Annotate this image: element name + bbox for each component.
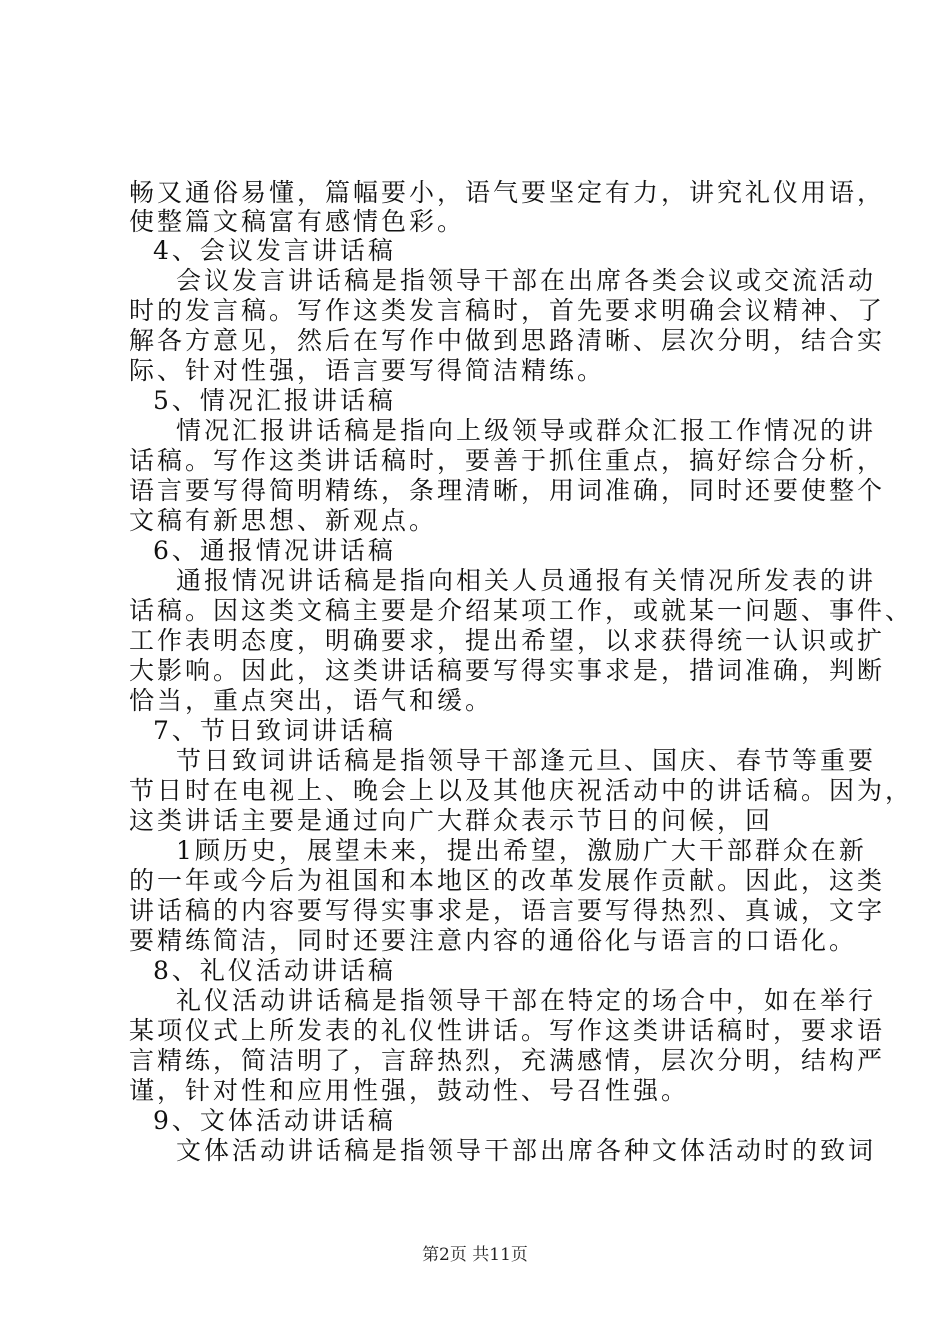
text-line: 解各方意见，然后在写作中做到思路清晰、层次分明，结合实	[129, 326, 886, 355]
text-line: 节日时在电视上、晚会上以及其他庆祝活动中的讲话稿。因为，	[129, 776, 914, 805]
text-line: 讲话稿的内容要写得实事求是，语言要写得热烈、真诚，文字	[129, 896, 886, 925]
text-line: 言精练，简洁明了，言辞热烈，充满感情，层次分明，结构严	[129, 1046, 886, 1075]
text-line: 语言要写得简明精练，条理清晰，用词准确，同时还要使整个	[129, 476, 886, 505]
text-line: 会议发言讲话稿是指领导干部在出席各类会议或交流活动	[176, 266, 877, 295]
section-heading: 5、情况汇报讲话稿	[153, 386, 396, 415]
section-heading: 6、通报情况讲话稿	[153, 536, 396, 565]
text-line: 话稿。写作这类讲话稿时，要善于抓住重点，搞好综合分析，	[129, 446, 886, 475]
text-line: 工作表明态度，明确要求，提出希望，以求获得统一认识或扩	[129, 626, 886, 655]
text-line: 文体活动讲话稿是指领导干部出席各种文体活动时的致词	[176, 1136, 877, 1165]
text-line: 这类讲话主要是通过向广大群众表示节日的问候，回	[129, 806, 774, 835]
section-heading: 9、文体活动讲话稿	[153, 1106, 396, 1135]
text-line: 1顾历史，展望未来，提出希望，激励广大干部群众在新	[176, 836, 867, 865]
text-line: 畅又通俗易懂，篇幅要小，语气要坚定有力，讲究礼仪用语，	[129, 178, 886, 207]
text-line: 际、针对性强，语言要写得简洁精练。	[129, 356, 606, 385]
section-heading: 4、会议发言讲话稿	[153, 236, 396, 265]
text-line: 大影响。因此，这类讲话稿要写得实事求是，措词准确，判断	[129, 656, 886, 685]
text-line: 某项仪式上所发表的礼仪性讲话。写作这类讲话稿时，要求语	[129, 1016, 886, 1045]
text-line: 谨，针对性和应用性强，鼓动性、号召性强。	[129, 1076, 690, 1105]
text-line: 使整篇文稿富有感情色彩。	[129, 207, 466, 236]
text-line: 话稿。因这类文稿主要是介绍某项工作，或就某一问题、事件、	[129, 596, 914, 625]
text-line: 时的发言稿。写作这类发言稿时，首先要求明确会议精神、了	[129, 296, 886, 325]
text-line: 通报情况讲话稿是指向相关人员通报有关情况所发表的讲	[176, 566, 877, 595]
section-heading: 7、节日致词讲话稿	[153, 716, 396, 745]
page-footer: 第2页 共11页	[422, 1245, 528, 1265]
text-line: 要精练简洁，同时还要注意内容的通俗化与语言的口语化。	[129, 926, 858, 955]
section-heading: 8、礼仪活动讲话稿	[153, 956, 396, 985]
text-line: 恰当，重点突出，语气和缓。	[129, 686, 494, 715]
text-line: 节日致词讲话稿是指领导干部逢元旦、国庆、春节等重要	[176, 746, 877, 775]
text-line: 礼仪活动讲话稿是指领导干部在特定的场合中，如在举行	[176, 986, 877, 1015]
text-line: 的一年或今后为祖国和本地区的改革发展作贡献。因此，这类	[129, 866, 886, 895]
text-line: 情况汇报讲话稿是指向上级领导或群众汇报工作情况的讲	[176, 416, 877, 445]
text-line: 文稿有新思想、新观点。	[129, 506, 438, 535]
